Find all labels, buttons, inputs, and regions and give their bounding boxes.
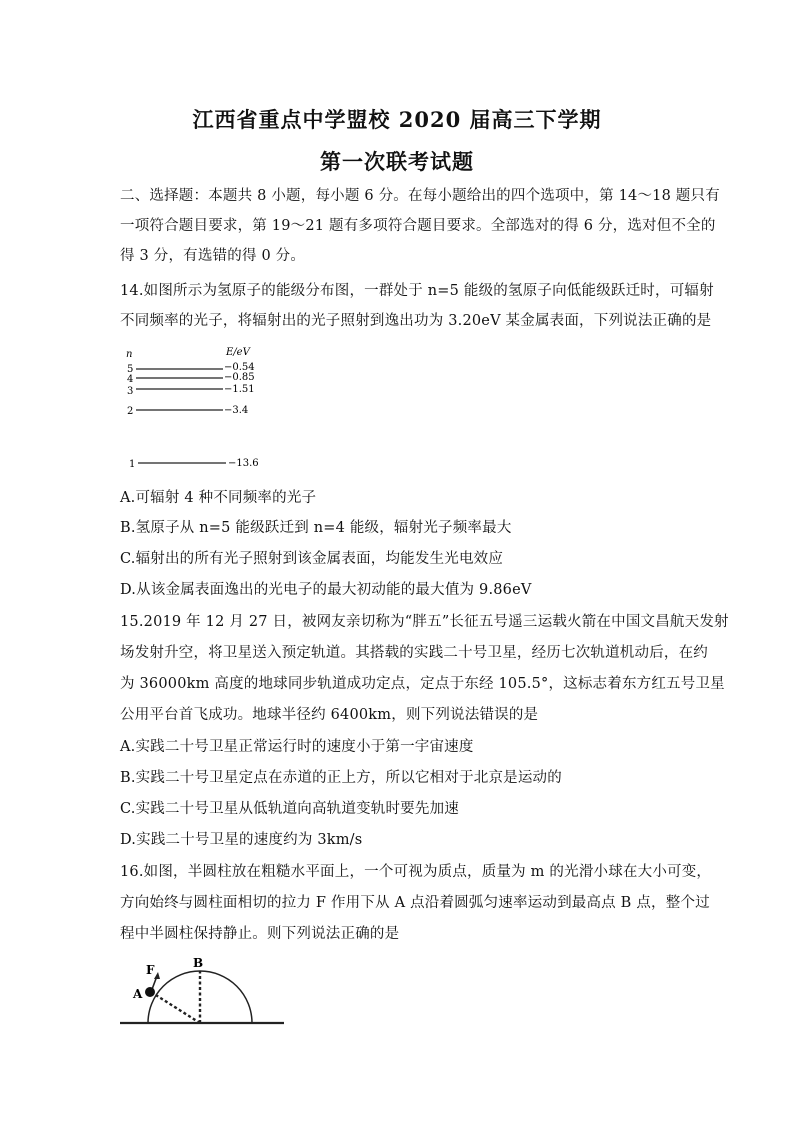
n-axis-label: n (126, 349, 133, 360)
q14-option-a: A.可辐射 4 种不同频率的光子 (120, 490, 317, 506)
q15-stem-line-3: 为 36000km 高度的地球同步轨道成功定点，定点于东经 105.5°，这标志着东方红五号卫星 (120, 676, 725, 692)
exam-title: 江西省重点中学盟校 2020 届高三下学期 (192, 107, 602, 132)
q14-stem-line-1: 14.如图所示为氢原子的能级分布图，一群处于 n=5 能级的氢原子向低能级跃迁时，可辐射 (120, 283, 714, 299)
label-f: F (146, 963, 155, 977)
q15-stem-line-4: 公用平台首飞成功。地球半径约 6400km，则下列说法错误的是 (120, 707, 539, 723)
q14-stem-line-2: 不同频率的光子，将辐射出的光子照射到逸出功为 3.20eV 某金属表面，下列说法正确的是 (120, 313, 712, 329)
q14-option-c: C.辐射出的所有光子照射到该金属表面，均能发生光电效应 (120, 551, 504, 567)
level-3-energy: −1.51 (224, 384, 255, 395)
half-cylinder-diagram (118, 952, 288, 1032)
q16-stem-line-3: 程中半圆柱保持静止。则下列说法正确的是 (120, 926, 400, 942)
level-5-energy: −0.54 (224, 362, 255, 373)
level-5-n: 5 (127, 364, 134, 375)
ball (145, 987, 155, 997)
q15-option-b: B.实践二十号卫星定点在赤道的正上方，所以它相对于北京是运动的 (120, 770, 562, 786)
q15-option-c: C.实践二十号卫星从低轨道向高轨道变轨时要先加速 (120, 801, 459, 817)
q15-stem-line-2: 场发射升空，将卫星送入预定轨道。其搭载的实践二十号卫星，经历七次轨道机动后，在约 (120, 645, 708, 661)
q14-option-b: B.氢原子从 n=5 能级跃迁到 n=4 能级，辐射光子频率最大 (120, 520, 512, 536)
exam-subtitle: 第一次联考试题 (320, 149, 474, 174)
q15-option-d: D.实践二十号卫星的速度约为 3km/s (120, 832, 363, 848)
level-4-energy: −0.85 (224, 372, 255, 383)
level-1-energy: −13.6 (228, 458, 259, 469)
energy-axis-label: E/eV (226, 347, 250, 358)
energy-level-diagram (120, 340, 270, 475)
level-4-n: 4 (127, 374, 134, 385)
section-intro-line-1: 二、选择题：本题共 8 小题，每小题 6 分。在每小题给出的四个选项中，第 14～18 题只有 (120, 188, 720, 204)
level-1-n: 1 (129, 459, 136, 470)
label-a: A (133, 987, 143, 1001)
q16-stem-line-2: 方向始终与圆柱面相切的拉力 F 作用下从 A 点沿着圆弧匀速率运动到最高点 B 点，整个过 (120, 895, 710, 911)
level-2-energy: −3.4 (224, 405, 249, 416)
section-intro-line-2: 一项符合题目要求，第 19～21 题有多项符合题目要求。全部选对的得 6 分，选对但不全的 (120, 218, 716, 234)
label-b: B (193, 956, 204, 970)
q15-stem-line-1: 15.2019 年 12 月 27 日，被网友亲切称为“胖五”长征五号遥三运载火箭在中国文昌航天发射 (120, 614, 729, 630)
level-2-n: 2 (127, 406, 134, 417)
force-arrow-head (154, 972, 160, 979)
q15-option-a: A.实践二十号卫星正常运行时的速度小于第一宇宙速度 (120, 739, 474, 755)
section-intro-line-3: 得 3 分，有选错的得 0 分。 (120, 248, 306, 264)
q16-stem-line-1: 16.如图，半圆柱放在粗糙水平面上，一个可视为质点，质量为 m 的光滑小球在大小可变， (120, 864, 712, 880)
level-3-n: 3 (127, 386, 134, 397)
q14-option-d: D.从该金属表面逸出的光电子的最大初动能的最大值为 9.86eV (120, 582, 532, 598)
radius-to-a (151, 992, 200, 1023)
